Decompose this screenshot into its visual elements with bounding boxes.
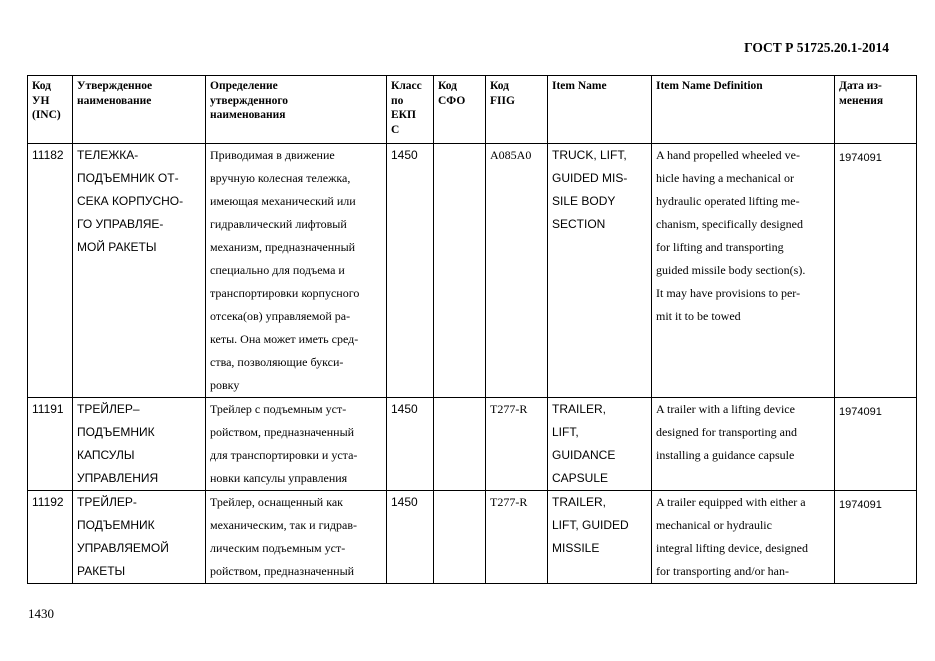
header-line: по <box>391 94 404 107</box>
cell-name-line: МОЙ РАКЕТЫ <box>77 240 157 254</box>
col-class-header <box>387 76 434 144</box>
table-row <box>28 144 917 398</box>
cell-item-name-line: CAPSULE <box>552 471 609 485</box>
cell-fiig <box>486 491 548 584</box>
cell-definition-line: вручную колесная тележка, <box>210 171 351 185</box>
col-definition-header <box>206 76 387 144</box>
cell-item-name-line: TRAILER, <box>552 402 607 416</box>
cell-definition-line: ройством, предназначенный <box>210 564 355 578</box>
cell-definition-line: ройством, предназначенный <box>210 425 355 439</box>
cell-item-def-line: for transporting and/or han- <box>656 564 789 578</box>
cell-inc-value: 11191 <box>32 402 64 416</box>
cell-item-name <box>548 144 652 398</box>
header-line: наименование <box>77 94 152 107</box>
header-line: Определение <box>210 80 278 92</box>
cell-inc-value: 11192 <box>32 495 64 509</box>
col-sfo-header <box>434 76 486 144</box>
table-row <box>28 491 917 584</box>
cell-name-line: УПРАВЛЕНИЯ <box>77 471 159 485</box>
cell-definition-line: имеющая механический или <box>210 194 356 208</box>
cell-name <box>73 398 206 491</box>
cell-fiig-value: T277-R <box>490 402 528 416</box>
cell-name-line: КАПСУЛЫ <box>77 448 135 462</box>
cell-definition <box>206 398 387 491</box>
cell-definition-line: для транспортировки и уста- <box>210 448 358 462</box>
cell-item-def-line: A trailer equipped with either a <box>656 495 806 509</box>
cell-definition-line: кеты. Она может иметь сред- <box>210 332 359 346</box>
cell-inc <box>28 144 73 398</box>
col-date-header <box>835 76 917 144</box>
cell-item-name-line: MISSILE <box>552 541 600 555</box>
cell-sfo <box>434 491 486 584</box>
cell-fiig-value: T277-R <box>490 495 528 509</box>
header-line: С <box>391 123 400 136</box>
header-line: наименования <box>210 109 286 121</box>
cell-name-line: ПОДЪЕМНИК <box>77 518 155 532</box>
cell-item-def-line: A hand propelled wheeled ve- <box>656 148 800 162</box>
cell-date <box>835 491 917 584</box>
cell-definition-line: Трейлер, оснащенный как <box>210 495 344 509</box>
header-line: Item Name Definition <box>656 80 763 92</box>
cell-sfo <box>434 144 486 398</box>
col-item-name-header <box>548 76 652 144</box>
header-line: Класс <box>391 80 422 92</box>
cell-item-name-line: LIFT, GUIDED <box>552 518 629 532</box>
cell-definition-line: механическим, так и гидрав- <box>210 518 358 532</box>
cell-item-def <box>652 144 835 398</box>
cell-name-line: ПОДЪЕМНИК <box>77 425 155 439</box>
cell-definition-line: лическим подъемным уст- <box>210 541 346 555</box>
cell-name-line: ГО УПРАВЛЯЕ- <box>77 217 164 231</box>
cell-inc <box>28 398 73 491</box>
header-line: менения <box>839 94 884 107</box>
cell-name-line: ПОДЪЕМНИК ОТ- <box>77 171 179 185</box>
header-line: Дата из- <box>839 80 882 92</box>
header-line: УН <box>32 94 50 107</box>
cell-date-value: 1974091 <box>839 406 882 418</box>
col-item-def-header <box>652 76 835 144</box>
cell-fiig <box>486 398 548 491</box>
cell-date-value: 1974091 <box>839 499 882 511</box>
cell-name-line: УПРАВЛЯЕМОЙ <box>77 541 169 555</box>
cell-item-name-line: TRUCK, LIFT, <box>552 148 627 162</box>
cell-item-name <box>548 398 652 491</box>
cell-item-name-line: LIFT, <box>552 425 579 439</box>
cell-item-def-line: hydraulic operated lifting me- <box>656 194 800 208</box>
cell-item-def-line: integral lifting device, designed <box>656 541 808 555</box>
cell-item-name-line: SECTION <box>552 217 606 231</box>
cell-item-name-line: GUIDANCE <box>552 448 616 462</box>
cell-name <box>73 144 206 398</box>
cell-class <box>387 144 434 398</box>
cell-inc <box>28 491 73 584</box>
header-line: (INC) <box>32 109 61 121</box>
cell-class <box>387 398 434 491</box>
col-inc-header <box>28 76 73 144</box>
table-row <box>28 398 917 491</box>
col-fiig-header <box>486 76 548 144</box>
cell-definition-line: ровку <box>210 378 240 392</box>
cell-item-def-line: chanism, specifically designed <box>656 217 803 231</box>
cell-inc-value: 11182 <box>32 148 64 162</box>
cell-item-def-line: mit it to be towed <box>656 309 741 323</box>
cell-item-def-line: A trailer with a lifting device <box>656 402 795 416</box>
cell-name-line: РАКЕТЫ <box>77 564 126 578</box>
cell-definition-line: механизм, предназначенный <box>210 240 356 254</box>
catalog-table <box>27 75 917 584</box>
header-line: Код <box>490 80 510 92</box>
header-line: Утвержденное <box>77 80 153 92</box>
cell-definition-line: транспортировки корпусного <box>210 286 360 300</box>
cell-definition-line: новки капсулы управления <box>210 471 348 485</box>
cell-item-name-line: TRAILER, <box>552 495 607 509</box>
cell-fiig-value: A085A0 <box>490 148 532 162</box>
header-line: утвержденного <box>210 94 289 107</box>
cell-item-def-line: designed for transporting and <box>656 425 797 439</box>
header-line: ЕКП <box>391 109 416 121</box>
col-name-header <box>73 76 206 144</box>
header-line: Код <box>32 80 52 92</box>
cell-item-def-line: guided missile body section(s). <box>656 263 806 277</box>
cell-item-def-line: mechanical or hydraulic <box>656 518 772 532</box>
page-number: 1430 <box>28 606 54 621</box>
cell-definition-line: Приводимая в движение <box>210 148 335 162</box>
header-line: FIIG <box>490 94 515 107</box>
cell-definition-line: отсека(ов) управляемой ра- <box>210 309 351 323</box>
cell-item-name-line: GUIDED MIS- <box>552 171 628 185</box>
cell-definition-line: ства, позволяющие букси- <box>210 355 344 369</box>
cell-fiig <box>486 144 548 398</box>
cell-name <box>73 491 206 584</box>
cell-definition-line: Трейлер с подъемным уст- <box>210 402 347 416</box>
cell-item-def-line: hicle having a mechanical or <box>656 171 794 185</box>
cell-definition-line: гидравлический лифтовый <box>210 217 347 231</box>
cell-class-value: 1450 <box>391 495 418 509</box>
cell-definition <box>206 144 387 398</box>
cell-date <box>835 398 917 491</box>
header-line: Item Name <box>552 80 607 92</box>
cell-class <box>387 491 434 584</box>
header-line: Код <box>438 80 458 92</box>
cell-name-line: ТРЕЙЛЕР- <box>77 495 137 509</box>
cell-item-def-line: It may have provisions to per- <box>656 286 801 300</box>
cell-item-def-line: installing a guidance capsule <box>656 448 795 462</box>
cell-date-value: 1974091 <box>839 152 882 164</box>
cell-class-value: 1450 <box>391 148 418 162</box>
cell-name-line: СЕКА КОРПУСНО- <box>77 194 184 208</box>
cell-definition-line: специально для подъема и <box>210 263 345 277</box>
cell-class-value: 1450 <box>391 402 418 416</box>
header-row <box>28 76 917 144</box>
cell-date <box>835 144 917 398</box>
cell-name-line: ТЕЛЕЖКА- <box>77 148 139 162</box>
cell-name-line: ТРЕЙЛЕР– <box>77 402 140 416</box>
header-line: СФО <box>438 94 466 107</box>
cell-definition <box>206 491 387 584</box>
cell-item-name <box>548 491 652 584</box>
cell-sfo <box>434 398 486 491</box>
cell-item-def <box>652 398 835 491</box>
cell-item-def-line: for lifting and transporting <box>656 240 784 254</box>
standard-designation: ГОСТ Р 51725.20.1-2014 <box>744 40 889 55</box>
cell-item-def <box>652 491 835 584</box>
cell-item-name-line: SILE BODY <box>552 194 616 208</box>
